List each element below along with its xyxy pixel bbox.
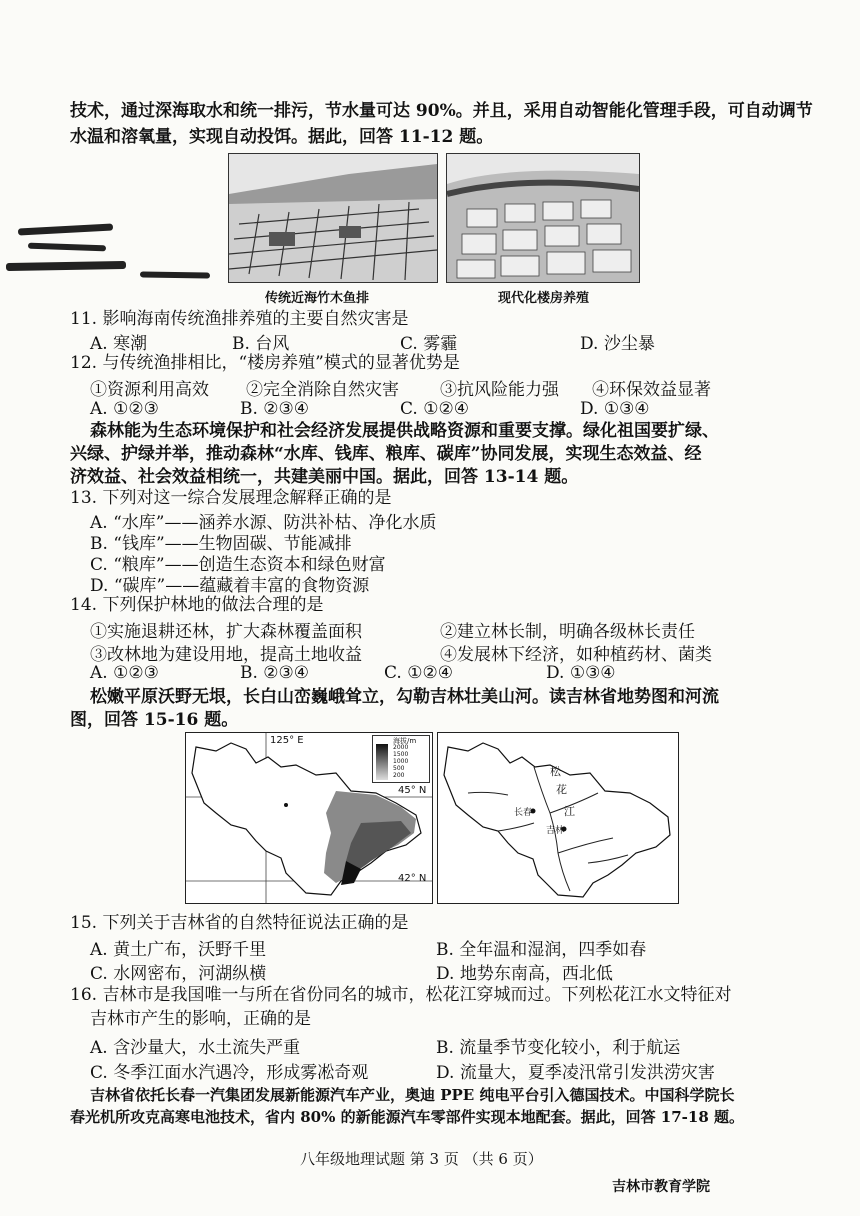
latitude-42n-label: 42° N: [398, 873, 427, 884]
q11-option-d: D. 沙尘暴: [580, 334, 655, 354]
q14-option-d: D. ①③④: [546, 663, 616, 683]
q12-option-a: A. ①②③: [90, 399, 159, 419]
scribble-mark: [140, 271, 210, 278]
legend-value: 500: [393, 765, 405, 772]
q14-stem: 14. 下列保护林地的做法合理的是: [70, 595, 324, 615]
elevation-legend-bar: [376, 744, 388, 780]
intro-13-14-line-1: 森林能为生态环境保护和社会经济发展提供战略资源和重要支撑。绿化祖国要扩绿、: [90, 421, 719, 441]
legend-value: 200: [393, 772, 405, 779]
legend-value: 1500: [393, 751, 409, 758]
q14-item-2: ②建立林长制，明确各级林长责任: [440, 622, 695, 642]
traditional-fish-raft-photo: [228, 153, 438, 283]
q16-stem-line-1: 16. 吉林市是我国唯一与所在省份同名的城市，松花江穿城而过。下列松花江水文特征对: [70, 985, 732, 1005]
latitude-45n-label: 45° N: [398, 785, 427, 796]
q15-option-c: C. 水网密布，河湖纵横: [90, 964, 267, 984]
q13-option-a: A. “水库”——涵养水源、防洪补枯、净化水质: [90, 513, 437, 533]
q16-option-d: D. 流量大，夏季凌汛常引发洪涝灾害: [436, 1063, 715, 1083]
q15-option-b: B. 全年温和湿润，四季如春: [436, 940, 647, 960]
q12-option-d: D. ①③④: [580, 399, 650, 419]
jilin-terrain-map: [185, 732, 433, 904]
left-photo-caption: 传统近海竹木鱼排: [265, 291, 370, 306]
scribble-mark: [6, 261, 126, 271]
scribble-mark: [18, 224, 113, 236]
intro-11-12-line-1: 技术，通过深海取水和统一排污，节水量可达 90%。并且，采用自动智能化管理手段，可自动调节: [70, 101, 813, 121]
modern-building-fish-farm-photo: [446, 153, 640, 283]
q14-item-3: ③改林地为建设用地，提高土地收益: [90, 645, 362, 665]
q12-option-c: C. ①②④: [400, 399, 469, 419]
elevation-legend: [372, 735, 430, 783]
q11-option-a: A. 寒潮: [90, 334, 148, 354]
q13-stem: 13. 下列对这一综合发展理念解释正确的是: [70, 488, 392, 508]
intro-15-16-line-1: 松嫩平原沃野无垠，长白山峦巍峨耸立，勾勒吉林壮美山河。读吉林省地势图和河流: [90, 687, 719, 707]
longitude-125e-label: 125° E: [270, 735, 304, 746]
q12-item-2: ②完全消除自然灾害: [246, 380, 399, 400]
q16-option-c: C. 冬季江面水汽遇冷，形成雾凇奇观: [90, 1063, 369, 1083]
intro-17-18-line-2: 春光机所攻克高寒电池技术，省内 80% 的新能源汽车零部件实现本地配套。据此，回答 17-18 题。: [70, 1108, 744, 1126]
intro-13-14-line-3: 济效益、社会效益相统一，共建美丽中国。据此，回答 13-14 题。: [70, 467, 579, 487]
q14-option-b: B. ②③④: [240, 663, 310, 683]
q15-option-d: D. 地势东南高，西北低: [436, 964, 613, 984]
city-label-jilin: 吉林: [546, 826, 565, 836]
q11-option-b: B. 台风: [232, 334, 290, 354]
q12-stem: 12. 与传统渔排相比，“楼房养殖”模式的显著优势是: [70, 353, 460, 373]
q13-option-c: C. “粮库”——创造生态资本和绿色财富: [90, 555, 386, 575]
q12-option-b: B. ②③④: [240, 399, 310, 419]
q14-option-c: C. ①②④: [384, 663, 453, 683]
q11-stem: 11. 影响海南传统渔排养殖的主要自然灾害是: [70, 309, 409, 329]
river-label-hua: 花: [556, 783, 567, 796]
issuer-label: 吉林市教育学院: [612, 1179, 710, 1195]
intro-15-16-line-2: 图，回答 15-16 题。: [70, 710, 239, 730]
elevation-legend-title: 海拔/m: [393, 737, 417, 745]
q14-option-a: A. ①②③: [90, 663, 159, 683]
q14-item-4: ④发展林下经济，如种植药材、菌类: [440, 645, 712, 665]
q15-option-a: A. 黄土广布，沃野千里: [90, 940, 267, 960]
q12-item-4: ④环保效益显著: [592, 380, 711, 400]
jilin-river-map: [437, 732, 679, 904]
q13-option-b: B. “钱库”——生物固碳、节能减排: [90, 534, 352, 554]
q15-stem: 15. 下列关于吉林省的自然特征说法正确的是: [70, 913, 409, 933]
q11-option-c: C. 雾霾: [400, 334, 458, 354]
q12-item-3: ③抗风险能力强: [440, 380, 559, 400]
scribble-mark: [28, 243, 106, 252]
q16-option-a: A. 含沙量大，水土流失严重: [90, 1038, 301, 1058]
q13-option-d: D. “碳库”——蕴藏着丰富的食物资源: [90, 576, 370, 596]
city-label-changchun: 长春: [514, 808, 533, 818]
river-label-jiang: 江: [564, 805, 575, 818]
q12-item-1: ①资源利用高效: [90, 380, 209, 400]
q16-stem-line-2: 吉林市产生的影响，正确的是: [90, 1009, 311, 1029]
legend-value: 1000: [393, 758, 409, 765]
q16-option-b: B. 流量季节变化较小，利于航运: [436, 1038, 681, 1058]
page-footer-info: 八年级地理试题 第 3 页 （共 6 页）: [300, 1150, 543, 1168]
intro-13-14-line-2: 兴绿、护绿并举，推动森林“水库、钱库、粮库、碳库”协同发展，实现生态效益、经: [70, 444, 702, 464]
intro-17-18-line-1: 吉林省依托长春一汽集团发展新能源汽车产业，奥迪 PPE 纯电平台引入德国技术。中国科学院长: [90, 1086, 735, 1104]
right-photo-caption: 现代化楼房养殖: [498, 291, 590, 306]
intro-11-12-line-2: 水温和溶氧量，实现自动投饵。据此，回答 11-12 题。: [70, 127, 494, 147]
legend-value: 2000: [393, 744, 409, 751]
river-label-song: 松: [550, 765, 561, 778]
q14-item-1: ①实施退耕还林，扩大森林覆盖面积: [90, 622, 362, 642]
